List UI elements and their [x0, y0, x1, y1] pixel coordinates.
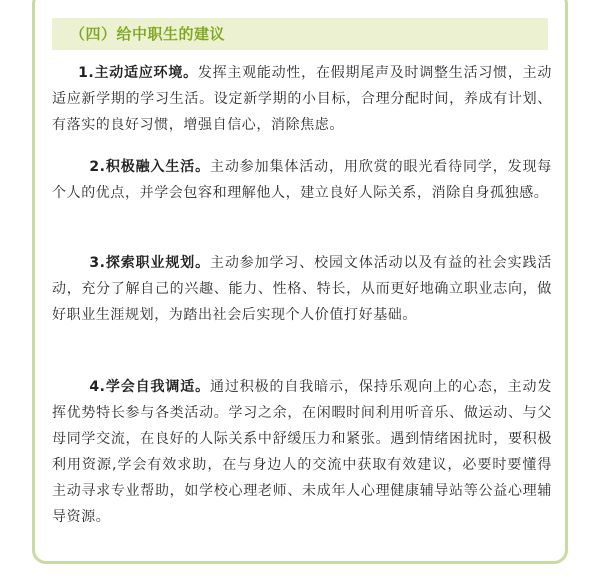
suggestion-3-text: 主动参加学习、校园文体活动以及有益的社会实践活动，充分了解自己的兴趣、能力、性格、特长，从而更好地确立职业志向，做好职业生涯规划，为踏出社会后实现个人价值打好基础。 [52, 255, 552, 323]
suggestion-2-text: 主动参加集体活动，用欣赏的眼光看待同学，发现每个人的优点，并学会包容和理解他人，建立良好人际关系，消除自身孤独感。 [52, 159, 552, 201]
section-title: （四）给中职生的建议 [52, 18, 548, 50]
suggestion-2-heading: 2.积极融入生活。 [89, 159, 211, 175]
suggestion-paragraph-4 [52, 374, 552, 530]
suggestion-1-text: 发挥主观能动性，在假期尾声及时调整生活习惯，主动适应新学期的学习生活。设定新学期的小目标，合理分配时间，养成有计划、有落实的良好习惯，增强自信心，消除焦虑。 [52, 65, 552, 133]
suggestion-paragraph-1 [52, 60, 552, 138]
suggestion-1-heading: 1.主动适应环境。 [78, 65, 198, 81]
suggestion-4-text: 通过积极的自我暗示，保持乐观向上的心态，主动发挥优势特长参与各类活动。学习之余，在闲暇时间利用听音乐、做运动、与父母同学交流，在良好的人际关系中舒缓压力和紧张。遇到情绪困扰时，要积极利用资源,学会有效求助，在与身边人的交流中获取有效建议，必要时要懂得主动寻求专业帮助，如学校心理老师、未成年人心理健康辅导站等公益心理辅导资源。 [52, 379, 552, 525]
suggestion-paragraph-2 [52, 154, 552, 206]
suggestion-paragraph-3 [52, 250, 552, 328]
suggestion-4-heading: 4.学会自我调适。 [89, 379, 211, 395]
suggestion-3-heading: 3.探索职业规划。 [89, 255, 211, 271]
